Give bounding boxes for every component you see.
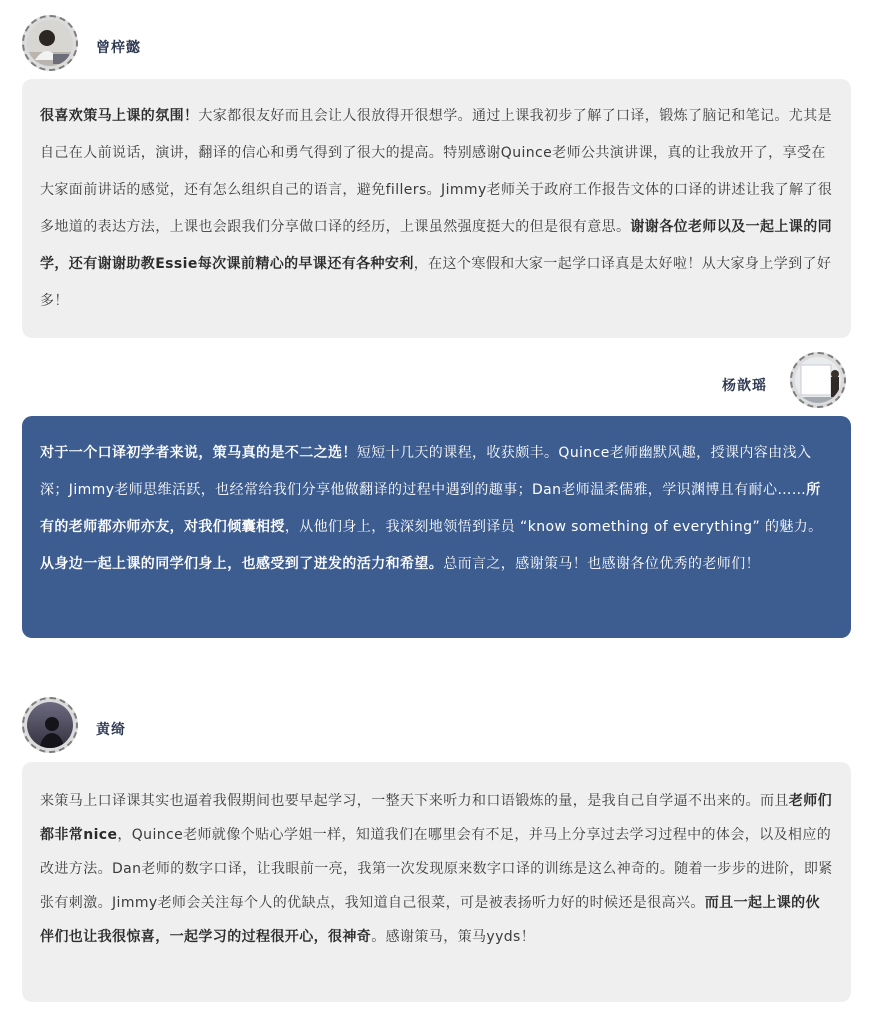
testimonial-card <box>22 762 851 1002</box>
text-segment: 来策马上口译课其实也逼着我假期间也要早起学习，一整天下来听力和口语锻炼的量，是我自己自学逼不出来的。而且老师们都非常nice，Quince老师就像个贴心学姐一样，知道我们在哪里会有不足，并马上分享过去学习过程中的体会，以及相应的改进方法。Dan老师的数字口译，让我眼前一亮，我第一次发现原来数字口译的训练是这么神奇的。随着一步步的进阶，即紧张有刺激。Jimmy老师会关注每个人的优缺点，我知道自己很菜，可是被表扬听力好的时候还是很高兴。而且一起上课的伙伴们也让我很惊喜，一起学习的过程很开心，很神奇。感谢策马，策马yyds！ <box>40 793 833 945</box>
text-segment: 对于一个口译初学者来说，策马真的是不二之选！短短十几天的课程，收获颇丰。Quince老师幽默风趣，授课内容由浅入深；Jimmy老师思维活跃，也经常给我们分享他做翻译的过程中遇到的趣事；Dan老师温柔儒雅，学识渊博且有耐心……所有的老师都亦师亦友，对我们倾囊相授，从他们身上，我深刻地领悟到译员 “know something of everything” 的魅力。从身边一起上课的同学们身上，也感受到了迸发的活力和希望。总而言之，感谢策马！也感谢各位优秀的老师们！ <box>40 445 823 572</box>
text-segment: 很喜欢策马上课的氛围！大家都很友好而且会让人很放得开很想学。通过上课我初步了解了口译，锻炼了脑记和笔记。尤其是自己在人前说话，演讲，翻译的信心和勇气得到了很大的提高。特别感谢Quince老师公共演讲课，真的让我放开了，享受在大家面前讲话的感觉，还有怎么组织自己的语言，避免fillers。Jimmy老师关于政府工作报告文体的口译的讲述让我了解了很多地道的表达方法，上课也会跟我们分享做口译的经历，上课虽然强度挺大的但是很有意思。谢谢各位老师以及一起上课的同学，还有谢谢助教Essie每次课前精心的早课还有各种安利，在这个寒假和大家一起学口译真是太好啦！从大家身上学到了好多！ <box>40 108 833 309</box>
avatar-zeng <box>22 15 78 71</box>
testimonial-card-highlight <box>22 416 851 638</box>
avatar-yang <box>790 352 846 408</box>
author-name: 黄绮 <box>96 722 126 738</box>
testimonial-card <box>22 79 851 338</box>
avatar-photo <box>795 357 841 403</box>
author-name: 杨歆瑶 <box>722 378 767 394</box>
avatar-photo <box>27 20 73 66</box>
author-name: 曾梓懿 <box>96 40 141 56</box>
avatar-huang <box>22 697 78 753</box>
avatar-photo <box>27 702 73 748</box>
